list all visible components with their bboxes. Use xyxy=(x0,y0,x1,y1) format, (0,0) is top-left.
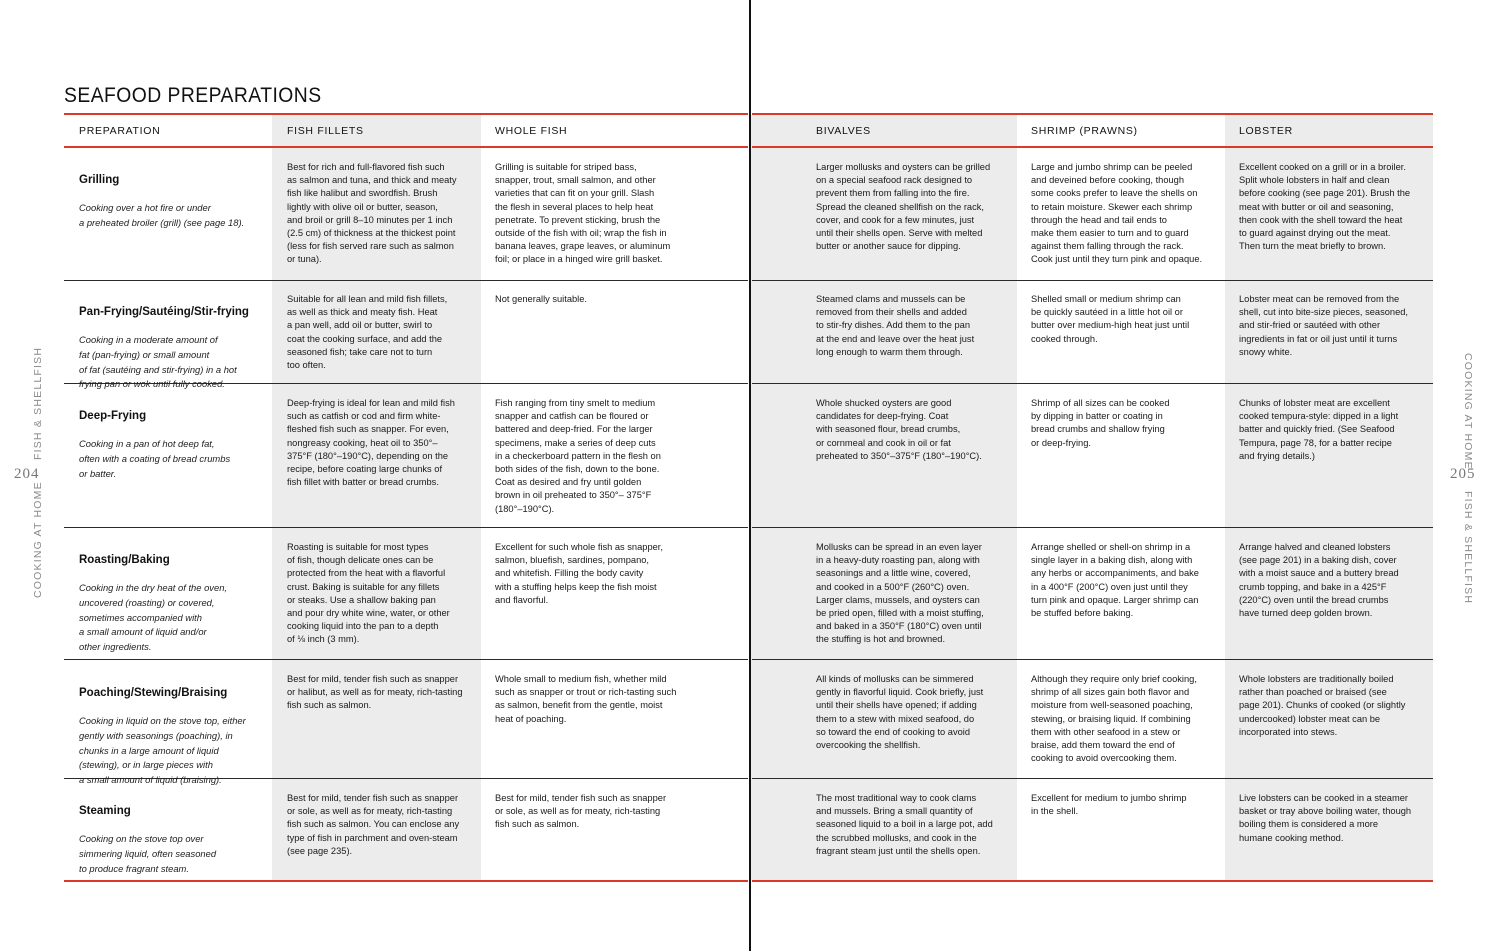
whole-fish-cell: Best for mild, tender fish such as snapper or sole, as well as for meaty, rich-tasting fish such as salmon. xyxy=(495,793,667,830)
header-whole-fish: WHOLE FISH xyxy=(495,125,568,137)
whole-fish-cell: Whole small to medium fish, whether mild such as snapper or trout or rich-tasting such as salmon, benefit from the gentle, moist heat of poaching. xyxy=(495,674,677,724)
fish-fillets-cell: Best for mild, tender fish such as snapper or halibut, as well as for meaty, rich-tasting fish such as salmon. xyxy=(287,674,463,711)
running-head-title: COOKING AT HOME xyxy=(32,481,44,598)
lobster-cell: Chunks of lobster meat are excellent cooked tempura-style: dipped in a light batter and quickly fried. (See Seafood Tempura, page 78, for a batter recipe and frying details.) xyxy=(1239,398,1399,461)
header-shrimp: SHRIMP (PRAWNS) xyxy=(1031,125,1138,137)
page-number-left: 204 xyxy=(14,466,40,482)
preparation-description: Cooking in a moderate amount of fat (pan-frying) or small amount of fat (sautéing and stir-frying) in a hot frying pan or wok until fully cooked. xyxy=(79,334,237,390)
preparation-title: Roasting/Baking xyxy=(79,554,170,567)
preparation-description: Cooking in liquid on the stove top, either gently with seasonings (poaching), in chunks in a large amount of liquid (stewing), or in large pieces with a small amount of liquid (braising). xyxy=(79,715,246,785)
book-gutter xyxy=(749,0,751,951)
section-label: FISH & SHELLFISH xyxy=(32,346,44,460)
fish-fillets-cell: Best for rich and full-flavored fish such as salmon and tuna, and thick and meaty fish like halibut and swordfish. Brush lightly with olive oil or butter, season, and broil or grill 8–10 minutes per 1 inch (2.5 cm) of thickness at the thickest point (less for fish served rare such as salmon or tuna). xyxy=(287,162,457,265)
left-section-label xyxy=(32,347,44,460)
row-divider xyxy=(752,383,1433,384)
bivalves-cell: Steamed clams and mussels can be removed from their shells and added to stir-fry dishes. Add them to the pan at the end and leave over the heat just long enough to warm them through. xyxy=(816,294,975,357)
header-lobster: LOBSTER xyxy=(1239,125,1293,137)
header-preparation: PREPARATION xyxy=(79,125,161,137)
preparation-cell xyxy=(79,540,269,668)
whole-fish-cell: Grilling is suitable for striped bass, snapper, trout, small salmon, and other varieties that can fit on your grill. Slash the flesh in several places to help heat penetrate. To prevent sticking, brush the outside of the fish with oil; wrap the fish in banana leaves, grape leaves, or aluminum foil; or place in a hinged wire grill basket. xyxy=(495,162,671,265)
preparation-description: Cooking in the dry heat of the oven, uncovered (roasting) or covered, sometimes accompanied with a small amount of liquid and/or other ingredients. xyxy=(79,582,228,652)
bivalves-cell: The most traditional way to cook clams and mussels. Bring a small quantity of seasoned liquid to a boil in a large pot, add the scrubbed mollusks, and cook in the fragrant steam just until the shells open. xyxy=(816,793,993,856)
lobster-cell: Live lobsters can be cooked in a steamer basket or tray above boiling water, though boiling them is considered a more humane cooking method. xyxy=(1239,793,1412,843)
whole-fish-cell: Excellent for such whole fish as snapper, salmon, bluefish, sardines, pompano, and whitefish. Filling the body cavity with a stuffing helps keep the fish moist and flavorful. xyxy=(495,542,663,605)
row-divider xyxy=(64,527,748,528)
shrimp-cell: Shrimp of all sizes can be cooked by dipping in batter or coating in bread crumbs and shallow frying or deep-frying. xyxy=(1031,398,1170,448)
preparation-title: Steaming xyxy=(79,805,131,818)
bivalves-cell: Mollusks can be spread in an even layer in a heavy-duty roasting pan, along with seasonings and a little wine, covered, and cooked in a 500°F (260°C) oven. Larger clams, mussels, and oysters can be pried open, filled with a moist stuffing, and baked in a 350°F (180°C) oven until the stuffing is hot and browned. xyxy=(816,542,984,645)
row-divider xyxy=(64,280,748,281)
page-number-right: 205 xyxy=(1450,466,1476,482)
table-top-rule xyxy=(64,113,748,115)
row-divider xyxy=(752,280,1433,281)
preparation-description: Cooking in a pan of hot deep fat, often with a coating of bread crumbs or batter. xyxy=(79,438,231,479)
fish-fillets-cell: Roasting is suitable for most types of fish, though delicate ones can be protected from the heat with a flavorful crust. Baking is suitable for any fillets or steaks. Use a shallow baking pan and pour dry white wine, water, or other cooking liquid into the pan to a depth of ⅛ inch (3 mm). xyxy=(287,542,450,645)
table-bottom-rule-right xyxy=(752,880,1433,882)
row-divider xyxy=(752,527,1433,528)
section-label: FISH & SHELLFISH xyxy=(1462,491,1474,605)
fish-fillets-cell: Best for mild, tender fish such as snapper or sole, as well as for meaty, rich-tasting fish such as salmon. You can enclose any type of fish in parchment and oven-steam (see page 235). xyxy=(287,793,460,856)
lobster-cell: Arrange halved and cleaned lobsters (see page 201) in a baking dish, cover with a moist sauce and a buttery bread crumb topping, and bake in a 425°F (220°C) oven until the bread crumbs have turned deep golden brown. xyxy=(1239,542,1399,619)
header-bottom-rule-right xyxy=(752,146,1433,148)
preparation-title: Deep-Frying xyxy=(79,410,147,423)
preparation-cell xyxy=(79,791,269,889)
whole-fish-cell: Not generally suitable. xyxy=(495,294,587,304)
header-fish-fillets: FISH FILLETS xyxy=(287,125,364,137)
bivalves-cell: Whole shucked oysters are good candidates for deep-frying. Coat with seasoned flour, bread crumbs, or cornmeal and cook in oil or fat preheated to 350°–375°F (180°–190°C). xyxy=(816,398,982,461)
fish-fillets-cell: Suitable for all lean and mild fish fillets, as well as thick and meaty fish. Heat a pan well, add oil or butter, swirl to coat the cooking surface, and add the seasoned fish; take care not to turn too often. xyxy=(287,294,448,371)
shrimp-cell: Excellent for medium to jumbo shrimp in the shell. xyxy=(1031,793,1187,817)
running-head-title: COOKING AT HOME xyxy=(1462,353,1474,470)
preparation-description: Cooking over a hot fire or under a preheated broiler (grill) (see page 18). xyxy=(79,202,245,228)
preparation-title: Grilling xyxy=(79,174,120,187)
preparation-cell xyxy=(79,160,269,244)
shrimp-cell: Large and jumbo shrimp can be peeled and deveined before cooking, though some cooks prefer to leave the shells on to retain moisture. Skewer each shrimp through the head and tail ends to make them easier to turn and to guard against them falling through the rack. Cook just until they turn pink and opaque. xyxy=(1031,162,1203,265)
preparation-cell xyxy=(79,292,269,405)
lobster-cell: Whole lobsters are traditionally boiled rather than poached or braised (see page 201). Chunks of cooked (or slightly undercooked) lobster meat can be incorporated into stews. xyxy=(1239,674,1406,737)
lobster-cell: Lobster meat can be removed from the shell, cut into bite-size pieces, seasoned, and stir-fried or sautéed with other ingredients in fat or oil just until it turns snowy white. xyxy=(1239,294,1408,357)
row-divider xyxy=(752,659,1433,660)
table-top-rule-right xyxy=(752,113,1433,115)
row-divider xyxy=(752,778,1433,779)
preparation-cell xyxy=(79,396,269,494)
right-section-label xyxy=(1462,491,1474,604)
preparation-cell xyxy=(79,673,269,801)
header-bottom-rule xyxy=(64,146,748,148)
whole-fish-cell: Fish ranging from tiny smelt to medium snapper and catfish can be floured or battered and deep-fried. For the larger specimens, make a series of deep cuts in a checkerboard pattern in the flesh on both sides of the fish, down to the bone. Coat as desired and fry until golden brown in oil preheated to 350°– 375°F (180°–190°C). xyxy=(495,398,661,514)
preparation-description: Cooking on the stove top over simmering liquid, often seasoned to produce fragrant steam. xyxy=(79,833,217,874)
shrimp-cell: Although they require only brief cooking, shrimp of all sizes gain both flavor and moisture from well-seasoned poaching, stewing, or braising liquid. If combining them with other seafood in a stew or braise, add them toward the end of cooking to avoid overcooking them. xyxy=(1031,674,1197,764)
page-title: SEAFOOD PREPARATIONS xyxy=(64,84,322,107)
shrimp-cell: Shelled small or medium shrimp can be quickly sautéed in a little hot oil or butter over medium-high heat just until cooked through. xyxy=(1031,294,1190,344)
bivalves-cell: All kinds of mollusks can be simmered gently in flavorful liquid. Cook briefly, just until their shells have opened; if adding them to a stew with mixed seafood, do so toward the end of cooking to avoid overcooking the shellfish. xyxy=(816,674,984,751)
preparation-title: Pan-Frying/Sautéing/Stir-frying xyxy=(79,306,249,319)
lobster-cell: Excellent cooked on a grill or in a broiler. Split whole lobsters in half and clean before cooking (see page 201). Brush the meat with butter or oil and seasoning, then cook with the shell toward the heat to guard against drying out the meat. Then turn the meat briefly to brown. xyxy=(1239,162,1411,252)
fish-fillets-cell: Deep-frying is ideal for lean and mild fish such as catfish or cod and firm white- fleshed fish such as snapper. For even, nongreasy cooking, heat oil to 350°– 375°F (180°–190°C), depending on the recipe, before coating large chunks of fish fillet with batter or bread crumbs. xyxy=(287,398,455,488)
header-bivalves: BIVALVES xyxy=(816,125,871,137)
right-running-head xyxy=(1462,353,1474,470)
shrimp-cell: Arrange shelled or shell-on shrimp in a single layer in a baking dish, along with any herbs or accompaniments, and bake in a 400°F (200°C) oven just until they turn pink and opaque. Larger shrimp can be stuffed before baking. xyxy=(1031,542,1199,619)
preparation-title: Poaching/Stewing/Braising xyxy=(79,687,228,700)
bivalves-cell: Larger mollusks and oysters can be grilled on a special seafood rack designed to prevent them from falling into the fire. Spread the cleaned shellfish on the rack, cover, and cook for a few minutes, just until their shells open. Serve with melted butter or another sauce for dipping. xyxy=(816,162,991,252)
